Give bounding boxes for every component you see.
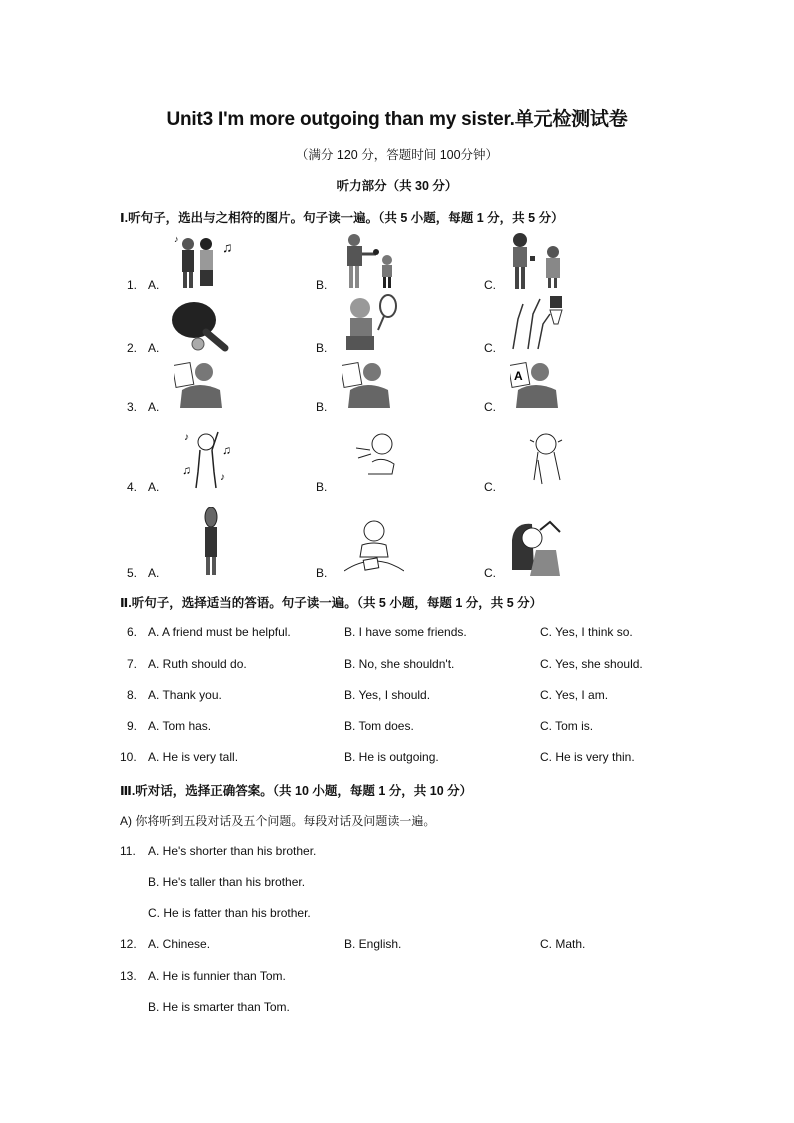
section2-heading: Ⅱ.听句子，选择适当的答语。句子读一遍。（共 5 小题，每题 1 分，共 5 分）: [120, 596, 543, 610]
section3-heading: Ⅲ.听对话，选择正确答案。（共 10 小题，每题 1 分，共 10 分）: [120, 784, 473, 798]
q10-option-b[interactable]: B. He is outgoing.: [344, 750, 439, 764]
q9-option-c[interactable]: C. Tom is.: [540, 719, 594, 733]
q11-option-b[interactable]: B. He's taller than his brother.: [148, 875, 306, 889]
section3-part-a-instructions: A) 你将听到五段对话及五个问题。每段对话及问题读一遍。: [120, 814, 436, 828]
svg-text:♫: ♫: [182, 463, 191, 477]
q13-option-b[interactable]: B. He is smarter than Tom.: [148, 1000, 290, 1014]
q1-option-b[interactable]: B.: [316, 278, 328, 292]
q12-option-a[interactable]: A. Chinese.: [148, 937, 211, 951]
q7-option-a[interactable]: A. Ruth should do.: [148, 657, 247, 671]
q10-number: 10.: [120, 750, 137, 764]
writing-at-desk-icon: [344, 517, 404, 575]
q1-option-c[interactable]: C.: [484, 278, 496, 292]
girl-tennis-icon: [340, 294, 400, 354]
q7-option-b[interactable]: B. No, she shouldn't.: [344, 657, 455, 671]
shouting-person-icon: [356, 432, 396, 476]
q4-option-a[interactable]: A.: [148, 480, 160, 494]
dancing-couple-icon: [172, 232, 240, 290]
q1-option-a[interactable]: A.: [148, 278, 160, 292]
part-heading: 听力部分（共 30 分）: [336, 179, 458, 193]
q12-option-c[interactable]: C. Math.: [540, 937, 586, 951]
q8-option-b[interactable]: B. Yes, I should.: [344, 688, 431, 702]
dancing-person-icon: [182, 428, 236, 492]
boy-paper-100-icon: [174, 362, 224, 410]
exam-info: （满分 120 分，答题时间 100分钟）: [295, 148, 499, 162]
q11-option-a[interactable]: A. He's shorter than his brother.: [148, 844, 317, 858]
q8-number: 8.: [127, 688, 138, 702]
q5-option-c[interactable]: C.: [484, 566, 496, 580]
q3-option-c[interactable]: C.: [484, 400, 496, 414]
tall-thin-person-icon: [204, 507, 218, 577]
q8-option-c[interactable]: C. Yes, I am.: [540, 688, 609, 702]
flower-giving-icon: [342, 232, 402, 290]
q4-option-c[interactable]: C.: [484, 480, 496, 494]
girl-drinking-icon: [510, 520, 566, 576]
q4-number: 4.: [127, 480, 138, 494]
q6-option-c[interactable]: C. Yes, I think so.: [540, 625, 633, 639]
q13-option-a[interactable]: A. He is funnier than Tom.: [148, 969, 286, 983]
q3-option-a[interactable]: A.: [148, 400, 160, 414]
q6-option-b[interactable]: B. I have some friends.: [344, 625, 467, 639]
basketball-players-icon: [508, 294, 568, 352]
q2-number: 2.: [127, 341, 138, 355]
q10-option-a[interactable]: A. He is very tall.: [148, 750, 239, 764]
q9-option-b[interactable]: B. Tom does.: [344, 719, 414, 733]
q6-number: 6.: [127, 625, 138, 639]
q7-number: 7.: [127, 657, 138, 671]
ping-pong-paddle-icon: [170, 300, 230, 354]
q4-option-b[interactable]: B.: [316, 480, 328, 494]
q5-number: 5.: [127, 566, 138, 580]
svg-text:♫: ♫: [222, 443, 231, 457]
q2-option-a[interactable]: A.: [148, 341, 160, 355]
q3-option-b[interactable]: B.: [316, 400, 328, 414]
q12-option-b[interactable]: B. English.: [344, 937, 402, 951]
q8-option-a[interactable]: A. Thank you.: [148, 688, 222, 702]
q9-number: 9.: [127, 719, 138, 733]
q10-option-c[interactable]: C. He is very thin.: [540, 750, 635, 764]
cups-talking-icon: [508, 232, 568, 290]
svg-text:A: A: [514, 369, 523, 383]
q11-number: 11.: [120, 844, 136, 858]
q5-option-a[interactable]: A.: [148, 566, 160, 580]
q12-number: 12.: [120, 937, 137, 951]
page-title: Unit3 I'm more outgoing than my sister.单元检测试卷: [166, 109, 628, 130]
crying-person-icon: [528, 430, 568, 486]
boy-paper-score-icon: [342, 362, 392, 410]
q2-option-c[interactable]: C.: [484, 341, 496, 355]
q7-option-c[interactable]: C. Yes, she should.: [540, 657, 643, 671]
svg-text:♫: ♫: [222, 239, 233, 255]
svg-text:♪: ♪: [184, 432, 189, 443]
q13-number: 13.: [120, 969, 137, 983]
section1-heading: Ⅰ.听句子，选出与之相符的图片。句子读一遍。（共 5 小题，每题 1 分，共 5 分）: [120, 211, 564, 225]
boy-paper-a-icon: [510, 362, 560, 410]
q3-number: 3.: [127, 400, 138, 414]
q2-option-b[interactable]: B.: [316, 341, 328, 355]
q11-option-c[interactable]: C. He is fatter than his brother.: [148, 906, 311, 920]
q5-option-b[interactable]: B.: [316, 566, 328, 580]
svg-text:♪: ♪: [174, 234, 179, 244]
q1-number: 1.: [127, 278, 138, 292]
svg-text:♪: ♪: [220, 472, 225, 483]
q9-option-a[interactable]: A. Tom has.: [148, 719, 212, 733]
q6-option-a[interactable]: A. A friend must be helpful.: [148, 625, 291, 639]
